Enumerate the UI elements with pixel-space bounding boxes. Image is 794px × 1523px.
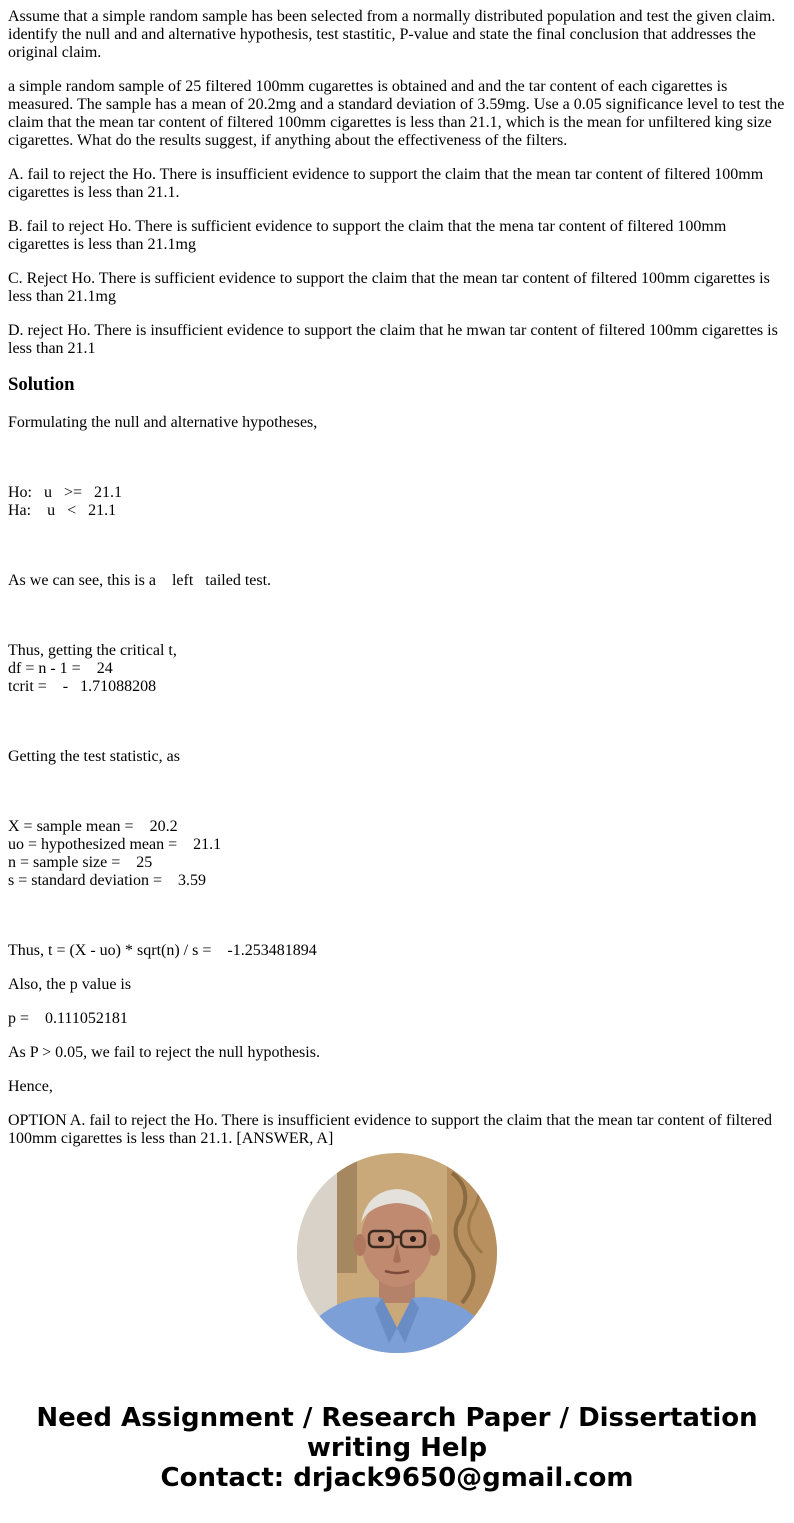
teststat-intro: Getting the test statistic, as: [8, 748, 180, 765]
null-hypothesis: Ho: u >= 21.1: [8, 484, 123, 501]
footer-contact-banner: [0, 1403, 794, 1493]
avatar: [297, 1153, 497, 1353]
s-line: s = standard deviation = 3.59: [8, 872, 207, 889]
solution-heading: Solution: [8, 374, 75, 395]
tail-text: As we can see, this is a left tailed test.: [8, 572, 272, 589]
question-problem: a simple random sample of 25 filtered 100mm cugarettes is obtained and and the tar content of each cigarettes is measured. The sample has a mean of 20.2mg and a standard deviation of 3.59mg. Use a 0.05 significance level to test the claim that the mean tar content of filtered 100mm cigarettes is less than 21.1, which is the mean for unfiltered king size cigarettes. What do the results suggest, if anything about the effectiveness of the filters.: [8, 78, 789, 149]
hypotheses-block: [8, 448, 786, 556]
option-b: B. fail to reject Ho. There is sufficient evidence to support the claim that the mena tar content of filtered 100mm cigarettes is less than 21.1mg: [8, 218, 731, 253]
option-d: D. reject Ho. There is insufficient evidence to support the claim that he mwan tar content of filtered 100mm cigarettes is less than 21.1: [8, 322, 782, 357]
uo-line: uo = hypothesized mean = 21.1: [8, 836, 222, 853]
footer-line-1: Need Assignment / Research Paper / Dissertation: [36, 1403, 758, 1433]
option-c: C. Reject Ho. There is sufficient evidence to support the claim that the mean tar content of filtered 100mm cigarettes is less than 21.1mg: [8, 270, 774, 305]
document-body: [8, 8, 789, 1164]
avatar-portrait-image: [297, 1153, 497, 1353]
t-statistic-line: Thus, t = (X - uo) * sqrt(n) / s = -1.253481894: [8, 942, 317, 959]
question-intro: Assume that a simple random sample has been selected from a normally distributed population and test the given claim. identify the null and and alternative hypothesis, test stastitic, P-value and state the final conclusion that addresses the original claim.: [8, 8, 780, 61]
decision-line: As P > 0.05, we fail to reject the null hypothesis.: [8, 1044, 320, 1061]
critical-block: [8, 606, 786, 732]
p-value-line: p = 0.111052181: [8, 1010, 128, 1027]
df-line: df = n - 1 = 24: [8, 660, 113, 677]
p-intro: Also, the p value is: [8, 976, 132, 993]
critical-intro: Thus, getting the critical t,: [8, 642, 177, 659]
tcrit-line: tcrit = - 1.71088208: [8, 678, 157, 695]
alt-hypothesis: Ha: u < 21.1: [8, 502, 117, 519]
hence-line: Hence,: [8, 1078, 53, 1095]
footer-contact-email: Contact: drjack9650@gmail.com: [160, 1463, 634, 1493]
footer-line-2: writing Help: [306, 1433, 488, 1463]
option-a: A. fail to reject the Ho. There is insufficient evidence to support the claim that the mean tar content of filtered 100mm cigarettes is less than 21.1.: [8, 166, 768, 201]
n-line: n = sample size = 25: [8, 854, 153, 871]
formulating-text: Formulating the null and alternative hypotheses,: [8, 414, 318, 431]
xbar-line: X = sample mean = 20.2: [8, 818, 178, 835]
answer-line: OPTION A. fail to reject the Ho. There is insufficient evidence to support the claim that the mean tar content of filtered 100mm cigarettes is less than 21.1. [ANSWER, A]: [8, 1112, 777, 1147]
variables-block: [8, 782, 786, 926]
